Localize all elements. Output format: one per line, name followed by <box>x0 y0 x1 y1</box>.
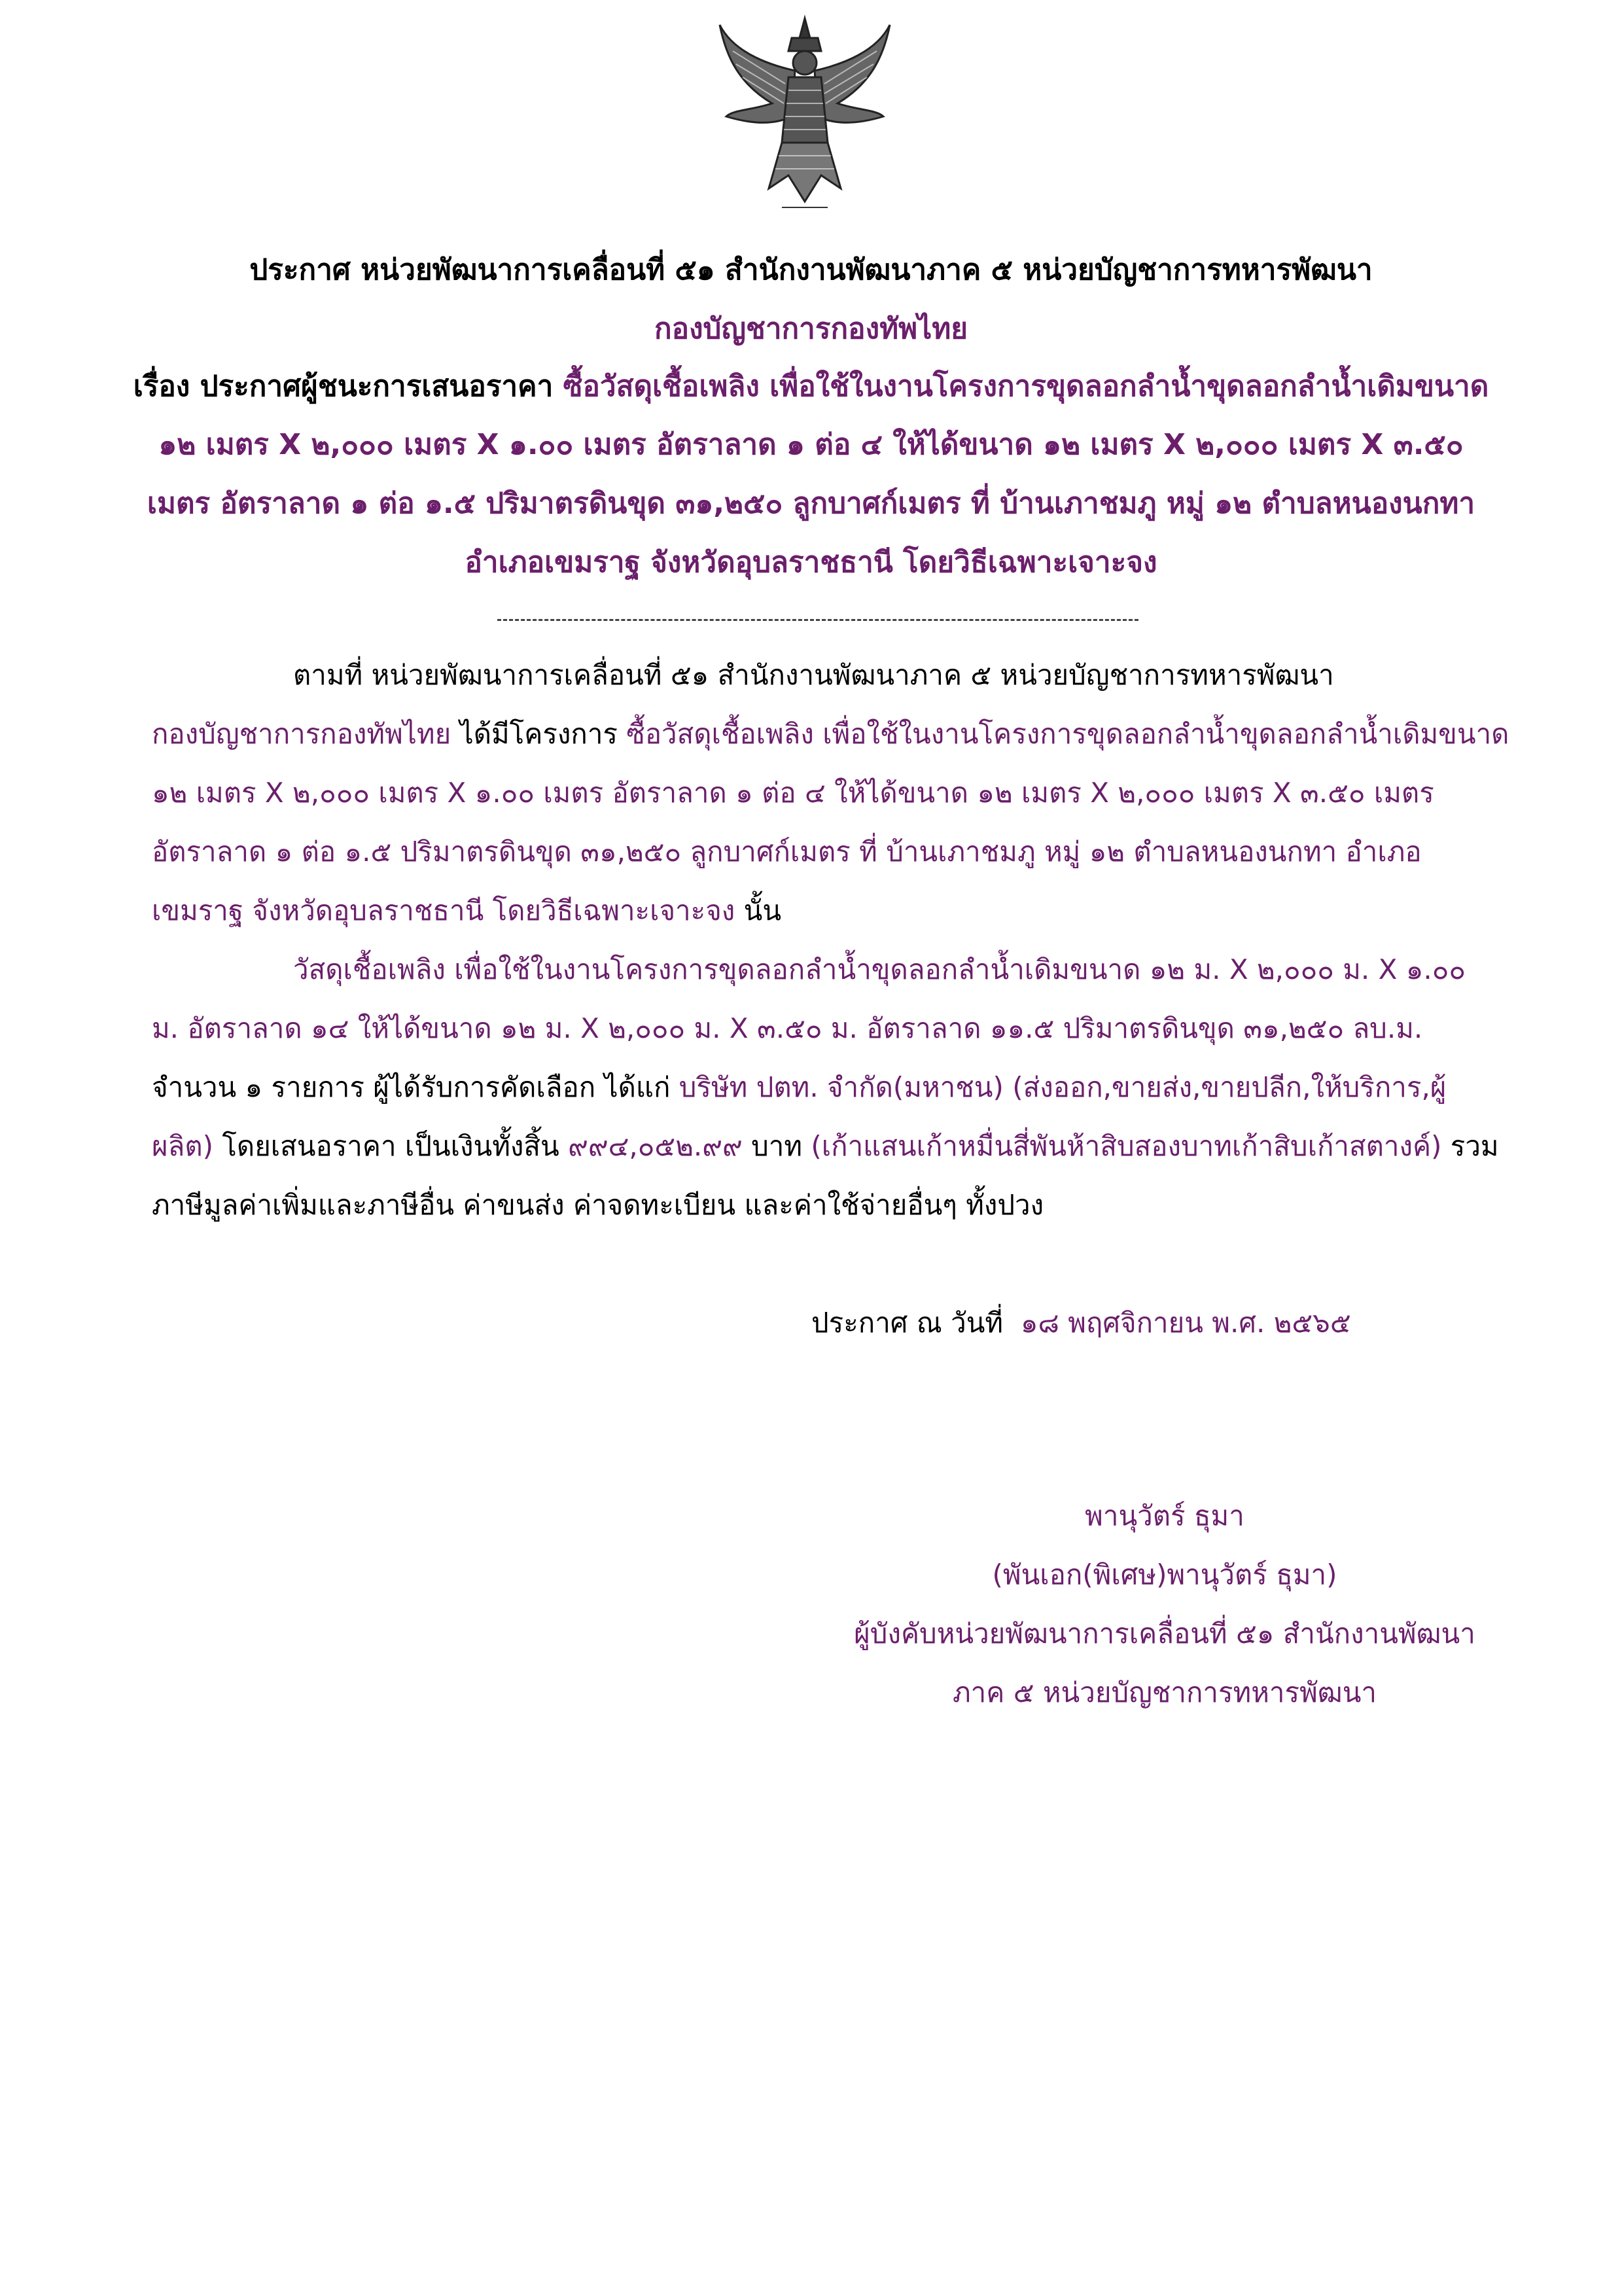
heading-line-2: กองบัญชาการกองทัพไทย <box>654 312 968 345</box>
heading-line-4: ๑๒ เมตร X ๒,๐๐๐ เมตร X ๑.๐๐ เมตร อัตราลาด ๑ ต่อ ๔ ให้ได้ขนาด ๑๒ เมตร X ๒,๐๐๐ เมตร X ๓.๕๐ <box>158 428 1464 461</box>
body-p2-line-4 <box>152 1129 1499 1164</box>
signature-name: พานุวัตร์ ธุมา <box>1085 1500 1244 1532</box>
body-p2-price: ๙๙๔,๐๕๒.๙๙ <box>568 1130 743 1162</box>
body-p1-location: เขมราฐ จังหวัดอุบลราชธานี โดยวิธีเฉพาะเจาะจง <box>152 894 735 927</box>
body-p1-end: นั้น <box>735 894 782 927</box>
body-p1-line-5 <box>152 893 1480 928</box>
body-p2-price-label: โดยเสนอราคา เป็นเงินทั้งสิ้น <box>213 1130 569 1162</box>
body-p1-line-1: ตามที่ หน่วยพัฒนาการเคลื่อนที่ ๕๑ สำนักงานพัฒนาภาค ๕ หน่วยบัญชาการทหารพัฒนา <box>293 659 1334 691</box>
body-p1-line-2 <box>152 716 1509 752</box>
heading-line-3 <box>131 368 1491 405</box>
body-p2-line-3 <box>152 1070 1480 1105</box>
body-p1-project: ซื้อวัสดุเชื้อเพลิง เพื่อใช้ในงานโครงการขุดลอกลำน้ำขุดลอกลำน้ำเดิมขนาด <box>626 718 1509 750</box>
announcement-date <box>811 1305 1466 1341</box>
body-p2-selected-label: ผู้ได้รับการคัดเลือก ได้แก่ <box>364 1071 679 1103</box>
signature-position-line-1: ผู้บังคับหน่วยพัฒนาการเคลื่อนที่ ๕๑ สำนักงานพัฒนา <box>854 1617 1475 1650</box>
body-p2-vendor: บริษัท ปตท. จำกัด(มหาชน) (ส่งออก,ขายส่ง,ขายปลีก,ให้บริการ,ผู้ <box>679 1071 1447 1103</box>
body-p2-price-text: (เก้าแสนเก้าหมื่นสี่พันห้าสิบสองบาทเก้าสิบเก้าสตางค์) <box>811 1130 1442 1162</box>
body-p2-include: รวม <box>1441 1130 1499 1162</box>
date-value: ๑๘ พฤศจิกายน พ.ศ. ๒๕๖๕ <box>1020 1307 1351 1339</box>
date-label: ประกาศ ณ วันที่ <box>811 1307 1004 1339</box>
body-p2-quantity: จำนวน ๑ รายการ <box>152 1071 364 1103</box>
body-p2-line-5: ภาษีมูลค่าเพิ่มและภาษีอื่น ค่าขนส่ง ค่าจดทะเบียน และค่าใช้จ่ายอื่นๆ ทั้งปวง <box>152 1189 1044 1221</box>
heading-subject-prefix: เรื่อง ประกาศผู้ชนะการเสนอราคา <box>133 370 563 403</box>
heading-line-6: อำเภอเขมราฐ จังหวัดอุบลราชธานี โดยวิธีเฉพาะเจาะจง <box>465 546 1157 579</box>
body-p1-line-3: ๑๒ เมตร X ๒,๐๐๐ เมตร X ๑.๐๐ เมตร อัตราลาด ๑ ต่อ ๔ ให้ได้ขนาด ๑๒ เมตร X ๒,๐๐๐ เมตร X ๓.๕๐ เมตร <box>152 777 1434 809</box>
signature-position-line-2: ภาค ๕ หน่วยบัญชาการทหารพัฒนา <box>953 1676 1377 1708</box>
body-p1-line-4: อัตราลาด ๑ ต่อ ๑.๕ ปริมาตรดินขุด ๓๑,๒๕๐ ลูกบาศก์เมตร ที่ บ้านเภาชมภู หมู่ ๑๒ ตำบลหนองนกทา อำเภอ <box>152 836 1422 868</box>
divider <box>497 619 1138 621</box>
body-p2-line-2: ม. อัตราลาด ๑๔ ให้ได้ขนาด ๑๒ ม. X ๒,๐๐๐ ม. X ๓.๕๐ ม. อัตราลาด ๑๑.๕ ปริมาตรดินขุด ๓๑,๒๕๐ ลบ.ม. <box>152 1012 1423 1044</box>
body-p1-org: กองบัญชาการกองทัพไทย <box>152 718 451 750</box>
heading-subject: ซื้อวัสดุเชื้อเพลิง เพื่อใช้ในงานโครงการขุดลอกลำน้ำขุดลอกลำน้ำเดิมขนาด <box>563 370 1489 403</box>
signature-full-name: (พันเอก(พิเศษ)พานุวัตร์ ธุมา) <box>992 1559 1337 1591</box>
heading-line-5: เมตร อัตราลาด ๑ ต่อ ๑.๕ ปริมาตรดินขุด ๓๑,๒๕๐ ลูกบาศก์เมตร ที่ บ้านเภาชมภู หมู่ ๑๒ ตำบลหนองนกทา <box>147 487 1475 520</box>
body-p2-vendor-cont: ผลิต) <box>152 1130 214 1162</box>
body-p2-line-1: วัสดุเชื้อเพลิง เพื่อใช้ในงานโครงการขุดลอกลำน้ำขุดลอกลำน้ำเดิมขนาด ๑๒ ม. X ๒,๐๐๐ ม. X ๑.๐๐ <box>293 953 1466 985</box>
body-p1-project-label: ได้มีโครงการ <box>451 718 627 750</box>
body-p2-baht: บาท <box>742 1130 811 1162</box>
heading-line-1: ประกาศ หน่วยพัฒนาการเคลื่อนที่ ๕๑ สำนักงานพัฒนาภาค ๕ หน่วยบัญชาการทหารพัฒนา <box>249 253 1373 287</box>
garuda-emblem-icon <box>707 12 903 208</box>
